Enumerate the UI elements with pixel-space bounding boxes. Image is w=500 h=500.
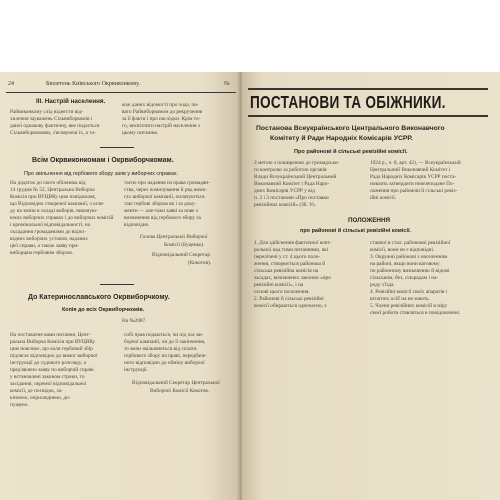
text-line: го, висвітлити настрій населення з bbox=[122, 123, 200, 129]
text-line: 1. Для здійснення фактичної конт- bbox=[254, 240, 332, 246]
section-divider bbox=[100, 284, 134, 285]
text-line: відповідно. bbox=[124, 222, 150, 228]
text-line: гербового збору на праві, передбаче- bbox=[124, 353, 207, 359]
regulations-title: ПОЛОЖЕННЯ bbox=[348, 217, 391, 224]
text-line: кож даних відомості про хода, чи- bbox=[122, 102, 199, 108]
running-head-number: № bbox=[224, 81, 230, 87]
signature-secretary-title: Відповідальний Секретар bbox=[152, 252, 211, 258]
text-line: на районі, якщо вони ваговому bbox=[370, 261, 440, 267]
text-line: ральна Виборча Комісія при ВУЦВКу bbox=[10, 339, 96, 345]
text-line: собі прав подаються, чи під час ви- bbox=[124, 332, 204, 338]
text-line: засадах, визначених законом «про bbox=[254, 275, 331, 281]
text-line: комісії, вони не є відповідні. bbox=[370, 247, 435, 253]
section-divider bbox=[100, 147, 134, 148]
text-line: З метою з поширеною до громадсько- bbox=[254, 160, 340, 166]
text-line: На додаток до свого обіжника від bbox=[10, 180, 86, 186]
text-line: відних виборчих установ, наданих bbox=[10, 236, 88, 242]
text-line: підлягає відповідно до вимог виборчої bbox=[10, 353, 98, 359]
text-line: засідання, окремої відповідальної bbox=[10, 381, 87, 387]
text-line: 4. Ревізійні комісії своїх апаратів і bbox=[370, 289, 448, 295]
text-line: даної однакову фактичну, яке подається bbox=[10, 123, 100, 129]
text-line: Центральний Виконавчий Комітет і bbox=[370, 167, 451, 173]
book-spread bbox=[0, 72, 500, 500]
signature-chair-name: Комісії (Буценко). bbox=[164, 242, 205, 248]
header-rule bbox=[6, 92, 236, 93]
text-line: тасно про надання їм права громадян- bbox=[124, 180, 210, 186]
text-line: за її факти і про наслідки. Крім то- bbox=[122, 116, 201, 122]
text-line: вато Райвиборкомом до рекручення bbox=[122, 109, 203, 115]
text-line: 14 грудня № 52, Центральна Виборча bbox=[10, 187, 95, 193]
text-line: дних Комісарів УСРР у від bbox=[254, 188, 315, 194]
text-line: борчої кампанії, чи до її закінчення, bbox=[124, 339, 206, 345]
text-line: ження, створюється районова й bbox=[254, 261, 326, 267]
notice2-title: До Катеринославського Окрвиборчкому. bbox=[28, 294, 170, 301]
text-line: Влади Всеукраїнський Центральний bbox=[254, 174, 337, 180]
text-line: Сільвиборкомами, з'ясовуючи їх, а та- bbox=[10, 130, 96, 136]
text-line: цьому питанню. bbox=[122, 130, 159, 136]
decree-title-line1: Постанова Всеукраїнського Центрального Виконавчого bbox=[256, 125, 445, 132]
text-line: го контролю за роботою органів bbox=[254, 167, 327, 173]
signature-footer-name: Виборчої Комісії Кокотов. bbox=[150, 388, 210, 394]
text-line: інструкції до судового розгляду, а bbox=[10, 360, 86, 366]
text-line: п. 2 і 3 постанови «Про поставки bbox=[254, 195, 329, 201]
banner-title: ПОСТАНОВИ ТА ОБІЖНИКИ. bbox=[250, 92, 446, 112]
text-line: хилення зауважень Сільвиборкомів і bbox=[10, 116, 93, 122]
text-line: новлять затвердити нижчеподане По- bbox=[370, 181, 455, 187]
text-line: ійні комісії. bbox=[370, 195, 397, 201]
section-title: III. Настрій населення. bbox=[36, 98, 106, 105]
notice2-subtitle: Копія до всіх Окрвиборчкомів. bbox=[62, 307, 145, 313]
text-line: Рада Народніх Комісарів УСРР поста- bbox=[370, 174, 457, 180]
decree-subtitle: Про районові й сільські ревізійні комісії. bbox=[294, 149, 408, 155]
text-line: ставної в стал. районової ревізійної bbox=[370, 240, 451, 246]
text-line: 2. Районові й сільські ревізійні bbox=[254, 296, 324, 302]
text-line: Виконавчий Комітет і Рада Наро- bbox=[254, 181, 330, 187]
text-line: основі цього положення. bbox=[254, 289, 310, 295]
right-page bbox=[242, 72, 500, 500]
text-line: ду на зміни в складі виборів, виконую- bbox=[10, 208, 98, 214]
text-line: кінчено, оприлюднено, до- bbox=[10, 395, 71, 401]
text-line: комісії обираються одночасно, з bbox=[254, 303, 327, 309]
page-number: 24 bbox=[8, 81, 14, 87]
notice1-subtitle: Про звільнення від гербового збору заяв у виборчих справах. bbox=[24, 171, 179, 177]
text-line: ного відповідно до обміну виборчої bbox=[124, 360, 205, 366]
signature-chair-title: Голова Центральної Виборчої bbox=[140, 234, 208, 240]
text-line: Комісія при ВУЦВКу цим повідомляє, bbox=[10, 194, 97, 200]
text-line: і кримінальної відповідальності, на bbox=[10, 222, 91, 228]
text-line: такі гербові збором як і за доку- bbox=[124, 201, 197, 207]
text-line: по районному визначенню й відомі bbox=[370, 268, 450, 274]
text-line: штатних осіб на не мають. bbox=[370, 296, 430, 302]
text-line: ства, через помилування й ряд вимо- bbox=[124, 187, 208, 193]
text-line: гах виборчої кампанії, оплачуються bbox=[124, 194, 205, 200]
text-line: пущено. bbox=[10, 402, 29, 408]
signature-footer-title: Відповідальний Секретар Центральної bbox=[132, 380, 220, 386]
text-line: виборцям гербовим збором. bbox=[10, 250, 74, 256]
left-page bbox=[0, 72, 240, 500]
text-line: ревізійних комісій» (Зб. Уз. bbox=[254, 202, 316, 208]
notice2-reference: На №2087. bbox=[122, 318, 147, 324]
decree-title-line2: Комітету й Ради Народніх Комісарів УСРР. bbox=[270, 135, 413, 142]
text-line: інструкції. bbox=[124, 367, 148, 373]
text-line: На поставлене вами питання, Цент- bbox=[10, 332, 91, 338]
text-line: ревізійні комісії», і на bbox=[254, 282, 304, 288]
text-line: ючих виборчих справах і до виборчих комісій bbox=[10, 215, 114, 221]
notice1-title: Всім Окрвиконкомам і Окрвиборчкомам. bbox=[32, 157, 174, 164]
text-line: рольної над тими питаннями, які bbox=[254, 247, 329, 253]
text-line: комісії, де посвідок, за- bbox=[10, 388, 63, 394]
text-line: 5. Члени ревізійних комісій в міру bbox=[370, 303, 448, 309]
text-line: 1924 р., ч. 8, арт. 42), — Всеукраїнський bbox=[370, 160, 461, 166]
text-line: що Відповідно створеної кампанії, з огля- bbox=[10, 201, 105, 207]
text-line: своєї роботи ставляться в повідомленні. bbox=[370, 310, 461, 316]
text-line: пред'явлено заяву по виборчій справі bbox=[10, 367, 94, 373]
text-line: складання громадянами до відпо- bbox=[10, 229, 86, 235]
text-line: перелічені у ст. 4 цього поло- bbox=[254, 254, 321, 260]
text-line: цим пояснює, що коли гербовий збір bbox=[10, 346, 93, 352]
text-line: цієї справи, а також заяву при- bbox=[10, 243, 80, 249]
text-line: менти — але-таки заяві за нове з bbox=[124, 208, 198, 214]
running-head: Бюлетень Київського Окрвиконкому. bbox=[46, 81, 140, 87]
banner-top-rule bbox=[248, 88, 488, 90]
text-line: у встановлені законом строки, то bbox=[10, 374, 85, 380]
text-line: сільська ревізійна комісія на bbox=[254, 268, 319, 274]
banner-bottom-rule bbox=[248, 115, 488, 117]
text-line: 3. Окружні районові з населенням bbox=[370, 254, 448, 260]
regulations-subtitle: про районові й сільські ревізійні комісії. bbox=[300, 228, 412, 234]
signature-secretary-name: (Кокотов). bbox=[188, 260, 212, 266]
text-line: сільським, без, сільрадам і на- bbox=[370, 275, 439, 281]
text-line: Райвиконкому слід віднести від- bbox=[10, 109, 84, 115]
text-line: роду з'їзда. bbox=[370, 282, 395, 288]
text-line: то вони звільняються від сплати bbox=[124, 346, 197, 352]
text-line: визначення від гербового збору за bbox=[124, 215, 201, 221]
text-line: ложення про районові й сільські ревіз- bbox=[370, 188, 458, 194]
